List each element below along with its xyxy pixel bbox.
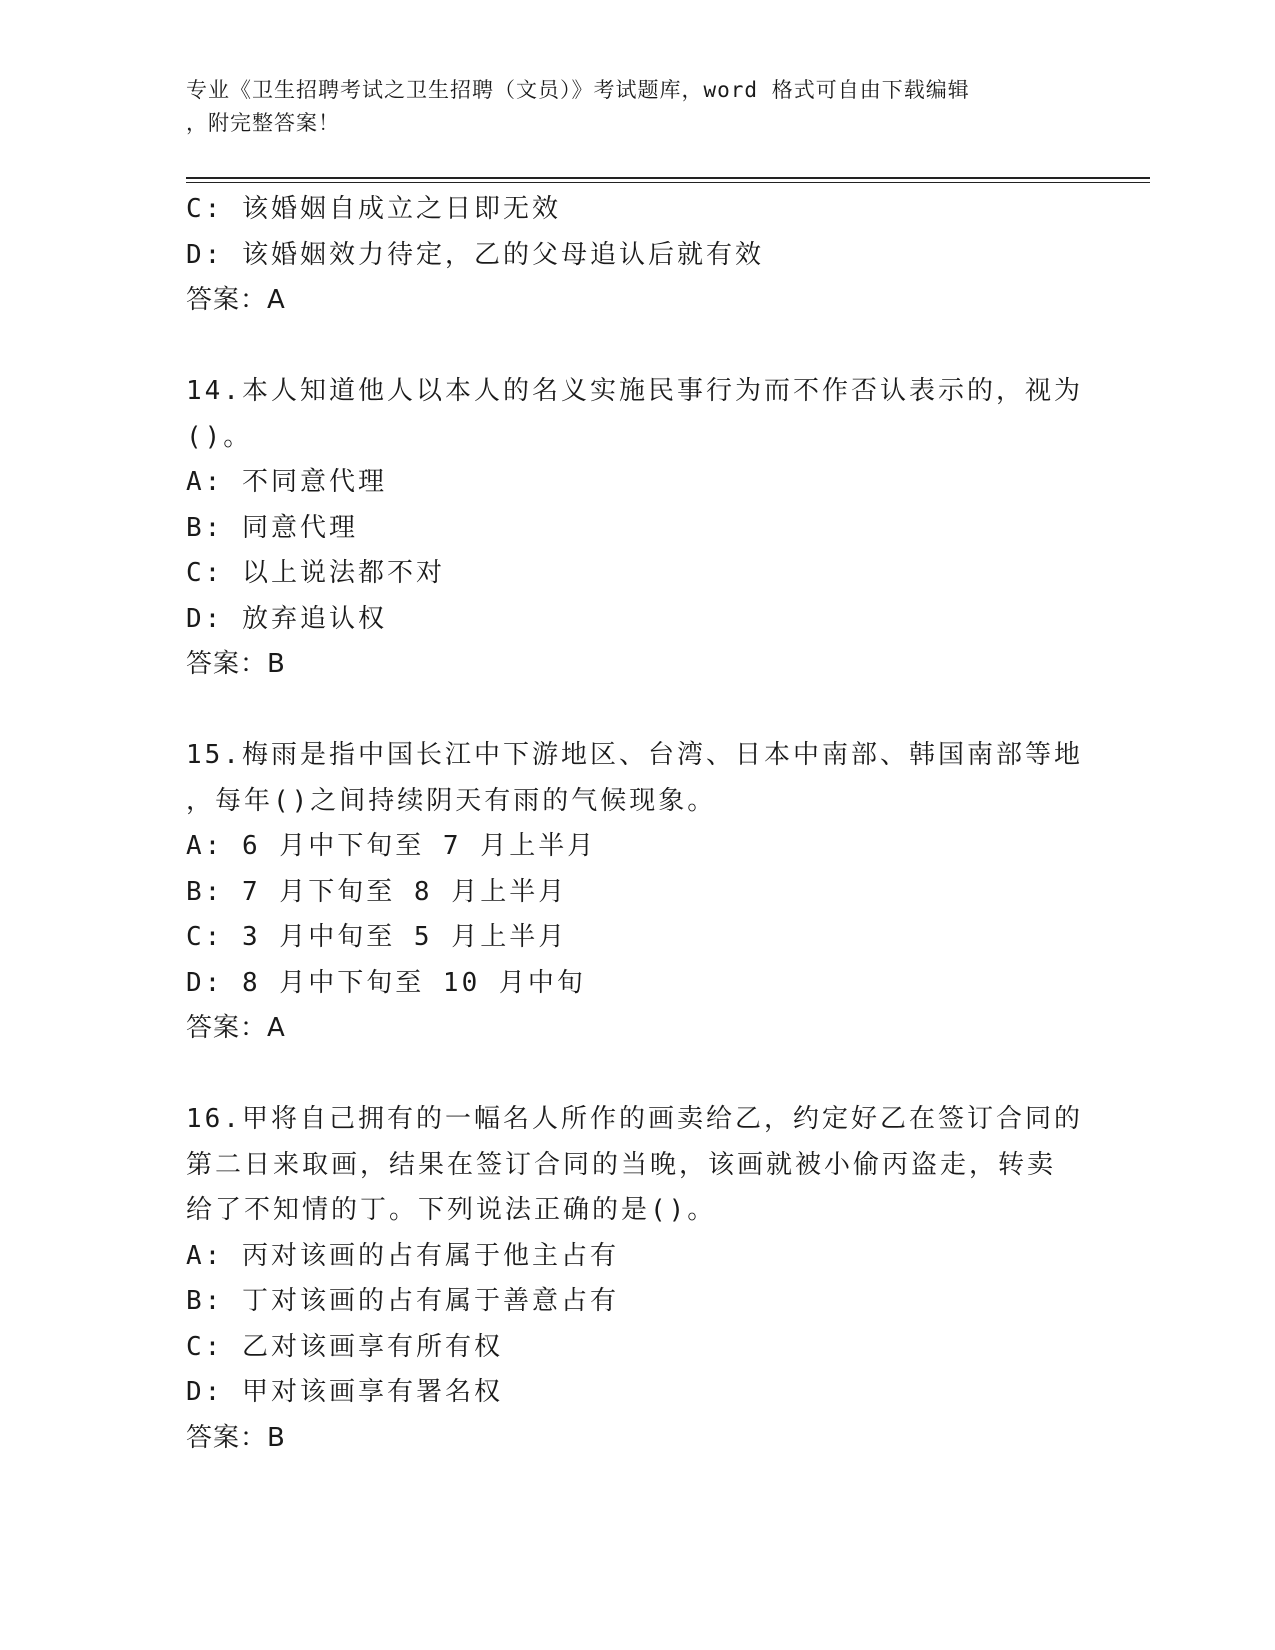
answer-line: 答案：B — [186, 1422, 286, 1453]
option-a: A: 丙对该画的占有属于他主占有 — [186, 1240, 619, 1271]
answer-line: 答案：B — [186, 649, 286, 679]
option-d: D: 甲对该画享有署名权 — [186, 1377, 503, 1407]
question-stem-line: 15.梅雨是指中国长江中下游地区、台湾、日本中南部、韩国南部等地 — [186, 740, 1083, 770]
question-stem-line: 给了不知情的丁。下列说法正确的是()。 — [186, 1195, 717, 1225]
spacer — [186, 688, 1086, 734]
option-d: D: 8 月中下旬至 10 月中旬 — [186, 967, 586, 998]
question-16 — [186, 1097, 1086, 1461]
option-a: A: 6 月中下旬至 7 月上半月 — [186, 831, 597, 861]
option-c: C: 乙对该画享有所有权 — [186, 1331, 503, 1362]
option-c: C: 以上说法都不对 — [186, 558, 445, 588]
option-a: A: 不同意代理 — [186, 467, 387, 497]
spacer — [186, 1052, 1086, 1098]
document-header — [186, 74, 1066, 140]
question-stem-line: ，每年()之间持续阴天有雨的气候现象。 — [186, 785, 717, 816]
option-c: C: 该婚姻自成立之日即无效 — [186, 194, 561, 224]
question-15 — [186, 733, 1086, 1052]
header-line-1: 专业《卫生招聘考试之卫生招聘（文员）》考试题库，word 格式可自由下载编辑 — [186, 78, 970, 102]
option-d: D: 该婚姻效力待定，乙的父母追认后就有效 — [186, 239, 764, 270]
option-c: C: 3 月中旬至 5 月上半月 — [186, 922, 568, 952]
prev-question — [186, 187, 1086, 324]
header-rule-thick — [186, 177, 1150, 179]
question-stem-line: ()。 — [186, 421, 253, 452]
header-line-2: ，附完整答案！ — [186, 111, 340, 135]
question-list — [186, 187, 1086, 1461]
question-stem-line: 14.本人知道他人以本人的名义实施民事行为而不作否认表示的，视为 — [186, 376, 1083, 406]
question-stem-line: 16.甲将自己拥有的一幅名人所作的画卖给乙，约定好乙在签订合同的 — [186, 1104, 1083, 1134]
answer-line: 答案：A — [186, 1013, 286, 1043]
answer-line: 答案：A — [186, 285, 286, 315]
spacer — [186, 324, 1086, 370]
question-stem-line: 第二日来取画，结果在签订合同的当晚，该画就被小偷丙盗走，转卖 — [186, 1149, 1057, 1180]
header-rule-thin — [186, 182, 1150, 183]
option-d: D: 放弃追认权 — [186, 603, 387, 634]
option-b: B: 丁对该画的占有属于善意占有 — [186, 1286, 619, 1316]
option-b: B: 同意代理 — [186, 512, 358, 543]
question-14 — [186, 369, 1086, 688]
option-b: B: 7 月下旬至 8 月上半月 — [186, 876, 568, 907]
